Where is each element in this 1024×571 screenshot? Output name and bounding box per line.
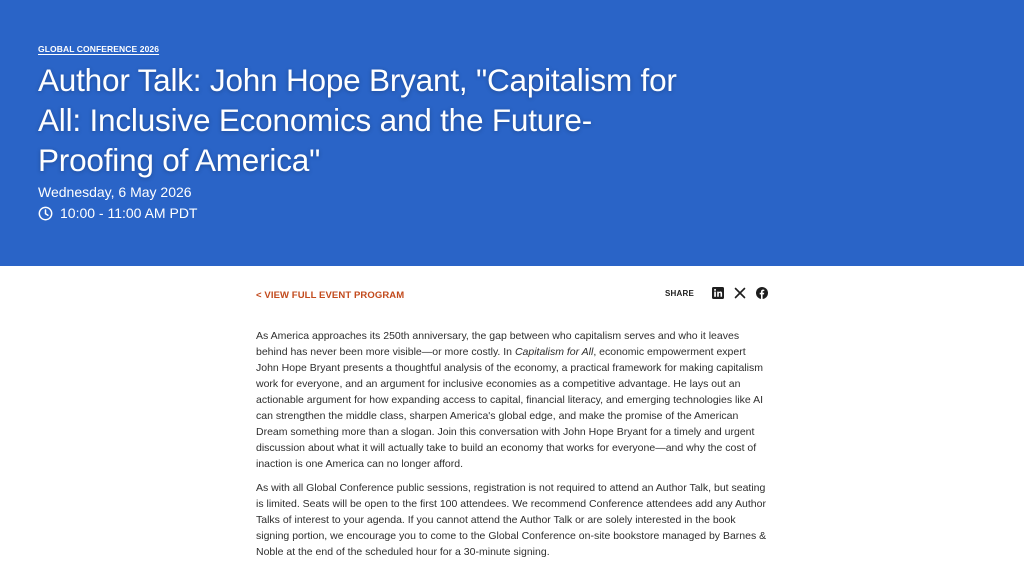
paragraph-text: As America approaches its 250th anniversary, the gap between who capitalism serves and who it leaves behind has never been more visible—or more costly. In xyxy=(256,330,740,358)
description-paragraph xyxy=(256,328,768,472)
event-time: 10:00 - 11:00 AM PDT xyxy=(60,205,198,221)
page-title: Author Talk: John Hope Bryant, "Capitalism for All: Inclusive Economics and the Future-Proofing of America" xyxy=(38,62,677,178)
clock-icon xyxy=(38,206,53,221)
event-description xyxy=(256,328,768,568)
linkedin-icon[interactable] xyxy=(712,287,724,299)
x-icon[interactable] xyxy=(734,287,746,299)
event-date: Wednesday, 6 May 2026 xyxy=(38,184,192,200)
view-full-program-link[interactable]: < VIEW FULL EVENT PROGRAM xyxy=(256,290,405,301)
attendance-paragraph: As with all Global Conference public sessions, registration is not required to attend an Author Talk, but seating is limited. Seats will be open to the first 100 attendees. We recommend Conference attendees add any Author Talks of interest to your agenda. If you cannot attend the Author Talk or are solely interested in the book signing portion, we encourage you to come to the Global Conference on-site bookstore managed by Barnes & Noble at the end of the scheduled hour for a 30-minute signing. xyxy=(256,482,767,558)
event-hero-banner xyxy=(0,0,1024,266)
conference-link[interactable]: GLOBAL CONFERENCE 2026 xyxy=(38,44,160,54)
share-bar xyxy=(665,287,768,299)
facebook-icon[interactable] xyxy=(756,287,768,299)
event-time-row xyxy=(38,204,197,222)
event-toolbar xyxy=(256,290,768,304)
share-label: SHARE xyxy=(664,288,694,298)
paragraph-text: , economic empowerment expert John Hope Bryant presents a thoughtful analysis of the economy, a practical framework for making capitalism work for everyone, and an argument for inclusive economies as a competitive advantage. He lays out an actionable argument for how expanding access to capital, financial literacy, and emerging technologies like AI can strengthen the middle class, sharpen America's global edge, and make the promise of the American Dream something more than a slogan. Join this conversation with John Hope Bryant for a timely and urgent discussion about what it will actually take to build an economy that works for everyone—and why the cost of inaction is one America can no longer afford. xyxy=(256,346,764,470)
book-title: Capitalism for All xyxy=(514,346,594,358)
